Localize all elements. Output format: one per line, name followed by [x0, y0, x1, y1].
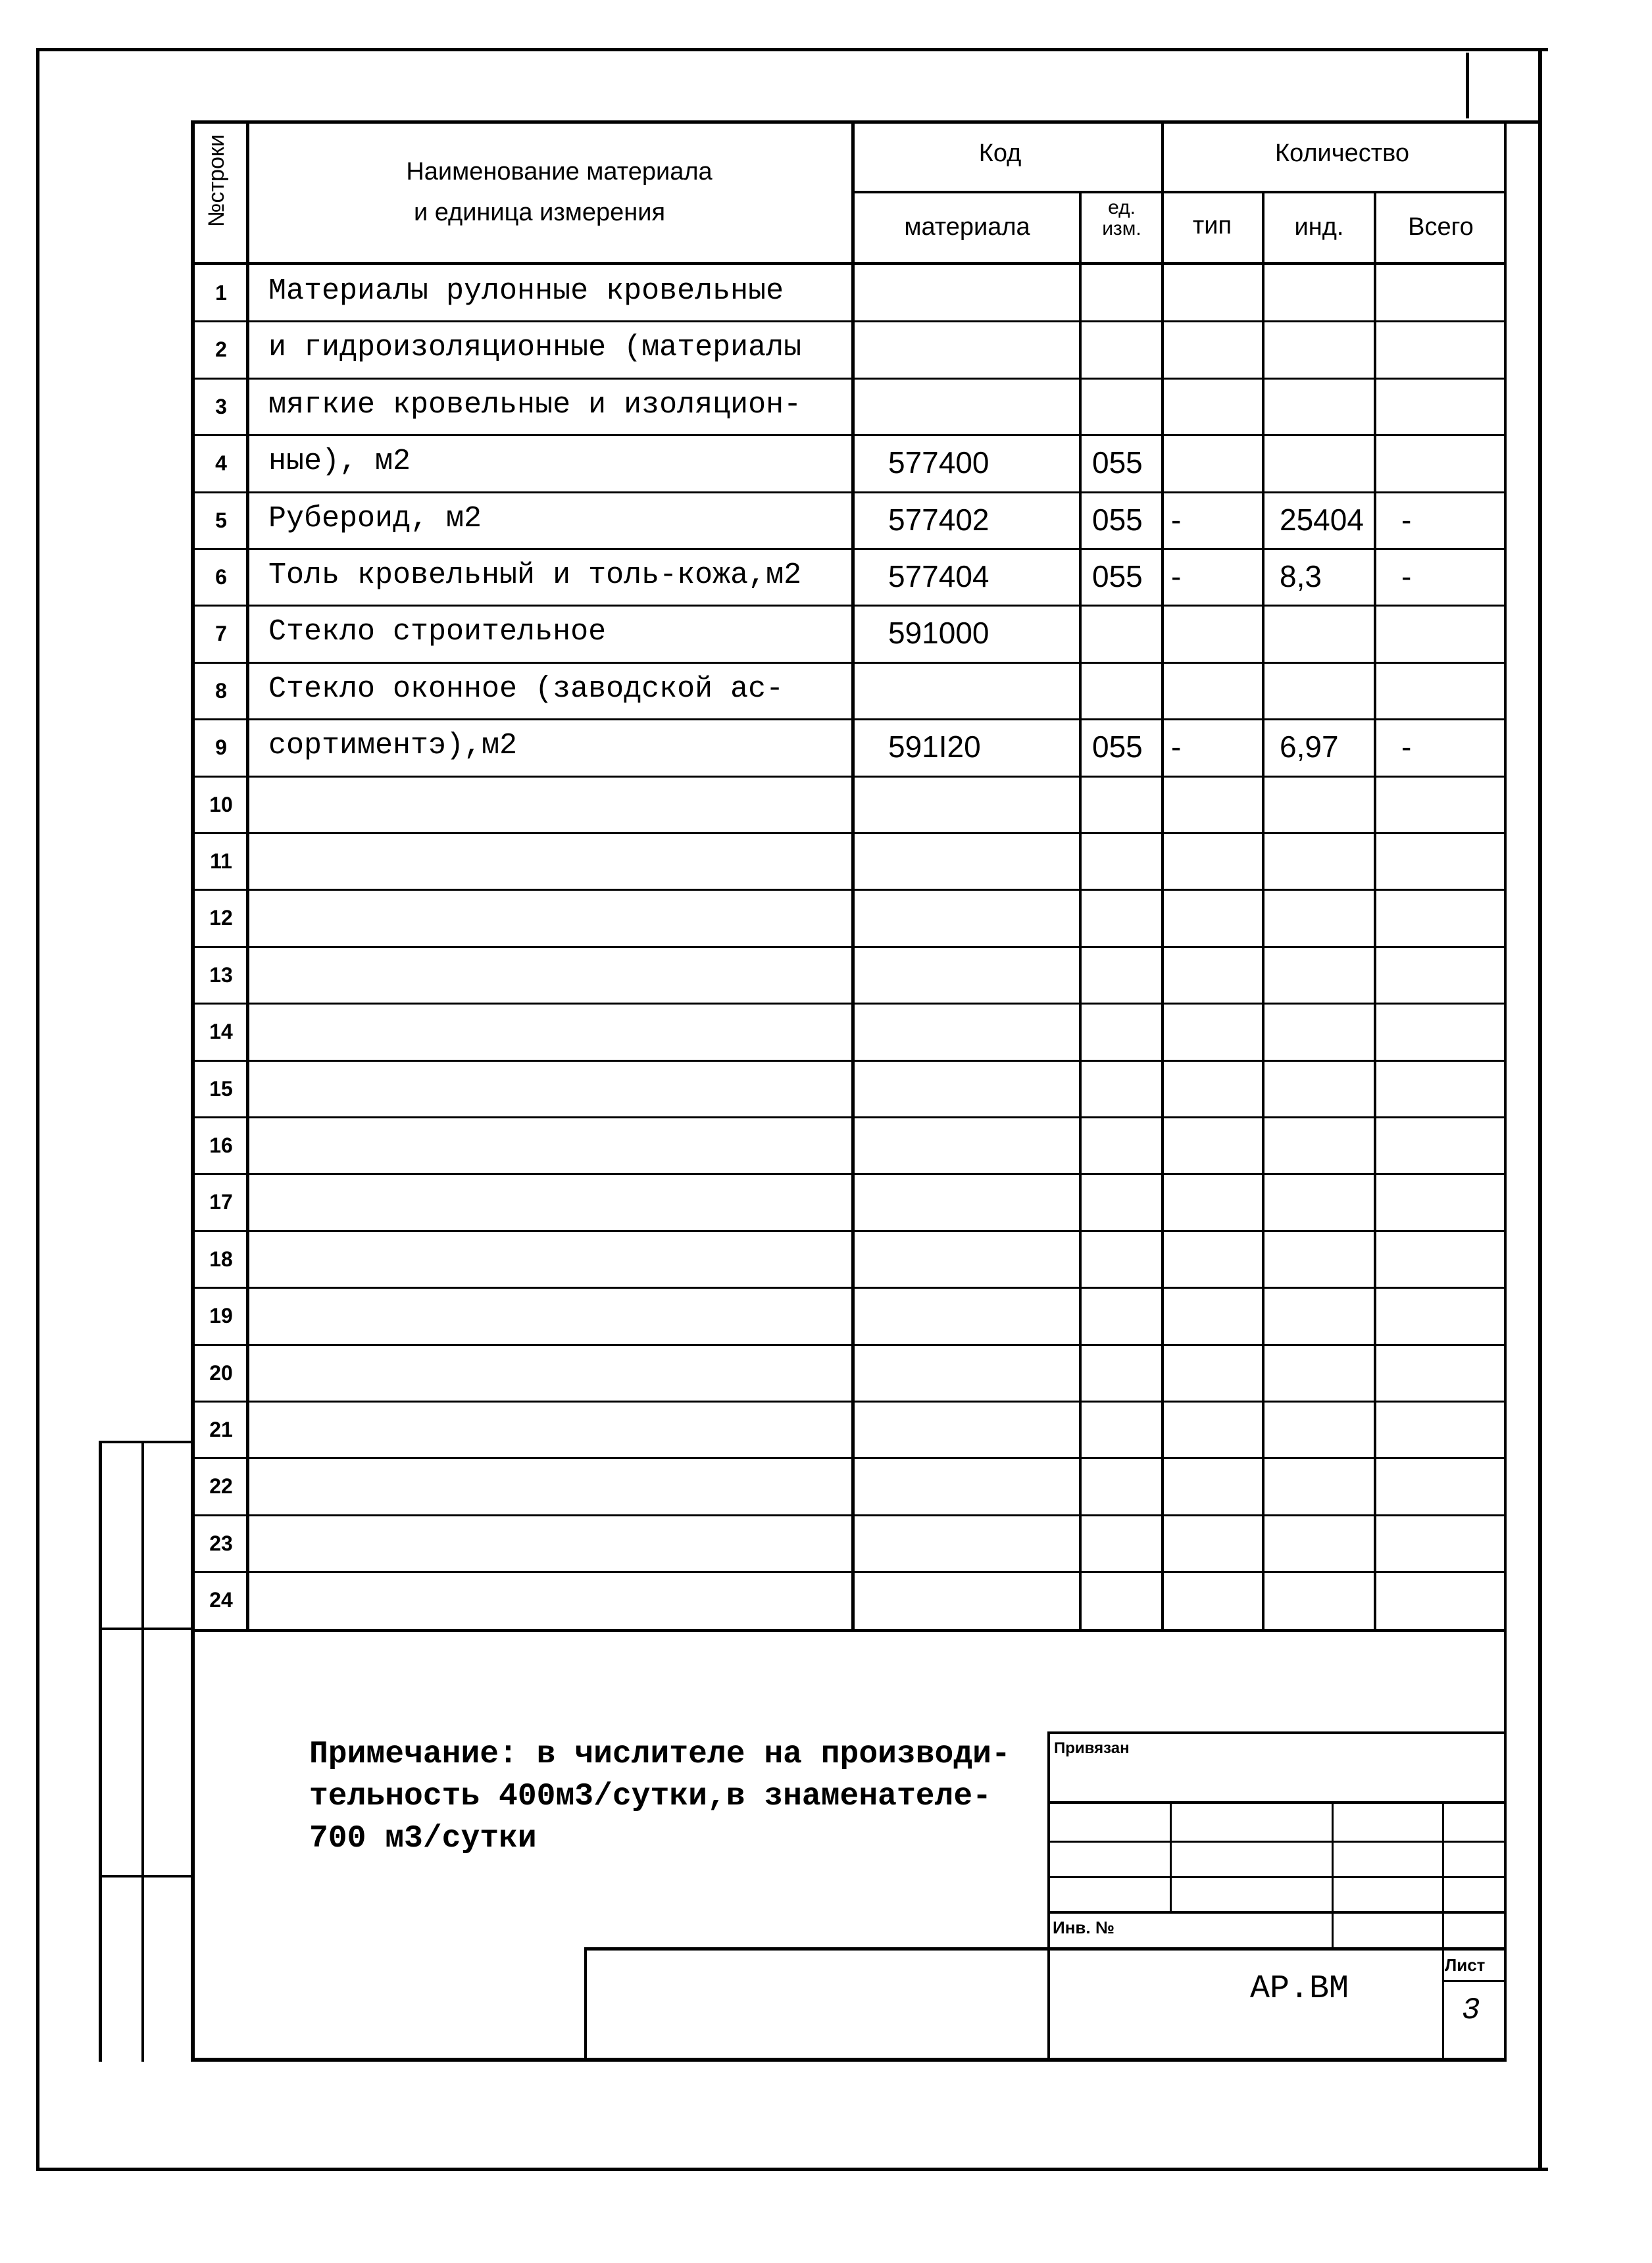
col-line-ind — [1374, 191, 1376, 1630]
sheet-number: 3 — [1462, 1993, 1480, 2027]
row-number: 18 — [209, 1247, 233, 1271]
row-number: 19 — [209, 1304, 233, 1328]
row-divider — [191, 946, 1505, 948]
outer-frame-top — [36, 48, 1548, 51]
tip-header: тип — [1192, 212, 1232, 239]
outer-frame-left — [36, 48, 39, 2170]
row-divider — [191, 1457, 1505, 1459]
form-bottom — [191, 2058, 1507, 2062]
row-divider — [191, 718, 1505, 720]
row-number: 4 — [215, 451, 227, 476]
row-number: 17 — [209, 1190, 233, 1214]
total-quantity-cell: - — [1401, 559, 1412, 593]
vsego-header: Всего — [1408, 213, 1474, 241]
row-number: 13 — [209, 962, 233, 987]
unit-code-cell: 055 — [1092, 730, 1143, 764]
row-number: 9 — [215, 735, 227, 760]
row-divider — [191, 776, 1505, 778]
material-code-cell: 577404 — [888, 559, 989, 593]
row-divider — [191, 832, 1505, 834]
note-line1: Примечание: в числителе на производи- — [309, 1737, 1011, 1772]
row-divider — [191, 1116, 1505, 1118]
row-divider — [191, 1344, 1505, 1346]
name-header-line2: и единица измерения — [413, 199, 666, 226]
row-number: 5 — [215, 508, 227, 532]
name-header-line1: Наименование материала — [406, 158, 713, 186]
sheet-label: Лист — [1445, 1955, 1486, 1975]
title-block-top — [586, 1947, 1507, 1951]
tip-quantity-cell: - — [1171, 502, 1182, 537]
tip-quantity-cell: - — [1171, 559, 1182, 593]
unit-code-cell: 055 — [1092, 559, 1143, 593]
header-bottom-line — [191, 262, 1505, 265]
binding-strip-inner — [141, 1441, 144, 2062]
material-header: материала — [904, 213, 1030, 241]
header-mid-line — [851, 191, 1505, 193]
row-number: 20 — [209, 1360, 233, 1385]
row-divider — [191, 605, 1505, 607]
sheet-label-line — [1442, 1980, 1505, 1982]
unit-code-cell: 055 — [1092, 502, 1143, 537]
kolichestvo-header: Количество — [1274, 139, 1410, 167]
binding-strip-sep2 — [102, 1875, 194, 1878]
ind-quantity-cell: 6,97 — [1280, 730, 1339, 764]
material-name-cell: Стекло оконное (заводской ас- — [268, 672, 784, 706]
material-name-cell: Толь кровельный и толь-кожа,м2 — [268, 559, 802, 592]
row-divider — [191, 1060, 1505, 1062]
row-number: 6 — [215, 565, 227, 589]
col-line-unit — [1161, 120, 1164, 1630]
material-code-cell: 591I20 — [888, 730, 981, 764]
material-name-cell: ные), м2 — [268, 445, 411, 479]
doc-code: АР.ВМ — [1250, 1970, 1349, 2008]
inv-no-label: Инв. № — [1053, 1918, 1114, 1937]
note-line3: 700 м3/сутки — [309, 1821, 537, 1856]
col-line-tip — [1262, 191, 1264, 1630]
row-divider — [191, 548, 1505, 550]
stamp-top — [1047, 1731, 1504, 1734]
row-number: 7 — [215, 622, 227, 646]
form-right — [1504, 120, 1507, 2061]
row-number: 12 — [209, 906, 233, 930]
stamp-v1 — [1170, 1801, 1172, 1911]
row-number: 23 — [209, 1531, 233, 1555]
total-quantity-cell: - — [1401, 730, 1412, 764]
row-divider — [191, 1514, 1505, 1516]
row-divider — [191, 1003, 1505, 1005]
row-number: 8 — [215, 678, 227, 703]
col-line-name — [851, 120, 855, 1630]
corner-mark — [1466, 53, 1469, 118]
kod-header: Код — [978, 139, 1022, 167]
row-number: 2 — [215, 337, 227, 362]
note-line2: тельность 400м3/сутки,в знаменателе- — [309, 1779, 991, 1814]
material-name-cell: и гидроизоляционные (материалы — [268, 331, 802, 365]
stamp-v3 — [1442, 1801, 1444, 2061]
total-quantity-cell: - — [1401, 502, 1412, 537]
binding-strip-outer — [99, 1441, 102, 2062]
stamp-left — [1047, 1731, 1050, 2060]
row-divider — [191, 1401, 1505, 1403]
row-divider — [191, 320, 1505, 322]
row-number: 22 — [209, 1474, 233, 1499]
row-divider — [191, 434, 1505, 436]
stamp-h4 — [1047, 1911, 1504, 1914]
material-name-cell: мягкие кровельные и изоляцион- — [268, 387, 802, 422]
row-divider — [191, 1571, 1505, 1573]
material-name-cell: Материалы рулонные кровельные — [268, 274, 784, 308]
stamp-v2 — [1332, 1801, 1334, 1948]
row-number: 1 — [215, 281, 227, 305]
row-divider — [191, 662, 1505, 664]
row-number: 24 — [209, 1588, 233, 1612]
material-name-cell: Стекло строительное — [268, 615, 607, 649]
tip-quantity-cell: - — [1171, 730, 1182, 764]
row-number: 11 — [210, 849, 232, 873]
form-top — [191, 120, 1542, 124]
outer-frame-bottom — [36, 2168, 1548, 2171]
col-line-code — [1079, 191, 1082, 1630]
table-bottom-line — [191, 1629, 1505, 1632]
row-divider — [191, 1287, 1505, 1289]
title-block-left — [584, 1947, 587, 2060]
binding-strip-top — [99, 1441, 194, 1443]
stamp-h3 — [1047, 1876, 1504, 1878]
material-code-cell: 577402 — [888, 502, 989, 537]
row-divider — [191, 378, 1505, 380]
stamp-h2 — [1047, 1841, 1504, 1843]
ind-header: инд. — [1294, 213, 1344, 241]
ind-quantity-cell: 8,3 — [1280, 559, 1322, 593]
ind-quantity-cell: 25404 — [1280, 502, 1364, 537]
material-code-cell: 591000 — [888, 616, 989, 651]
row-number: 16 — [209, 1133, 233, 1157]
row-number: 14 — [209, 1020, 233, 1044]
stamp-h1 — [1047, 1801, 1504, 1804]
outer-frame-right — [1538, 48, 1542, 2171]
row-number: 3 — [215, 394, 227, 418]
row-number: 21 — [209, 1418, 233, 1441]
row-divider — [191, 889, 1505, 891]
material-name-cell: Рубероид, м2 — [268, 501, 482, 535]
material-name-cell: сортиментэ),м2 — [268, 729, 518, 763]
row-number-header: №строки — [204, 134, 229, 227]
row-divider — [191, 491, 1505, 493]
binding-strip-sep1 — [102, 1628, 194, 1630]
row-divider — [191, 1230, 1505, 1232]
row-number: 10 — [209, 792, 233, 816]
unit-code-cell: 055 — [1092, 445, 1143, 480]
row-number: 15 — [209, 1076, 233, 1101]
unit-header: ед. изм. — [1102, 197, 1141, 239]
privyazan-label: Привязан — [1054, 1739, 1130, 1757]
row-divider — [191, 1173, 1505, 1175]
material-code-cell: 577400 — [888, 445, 989, 480]
